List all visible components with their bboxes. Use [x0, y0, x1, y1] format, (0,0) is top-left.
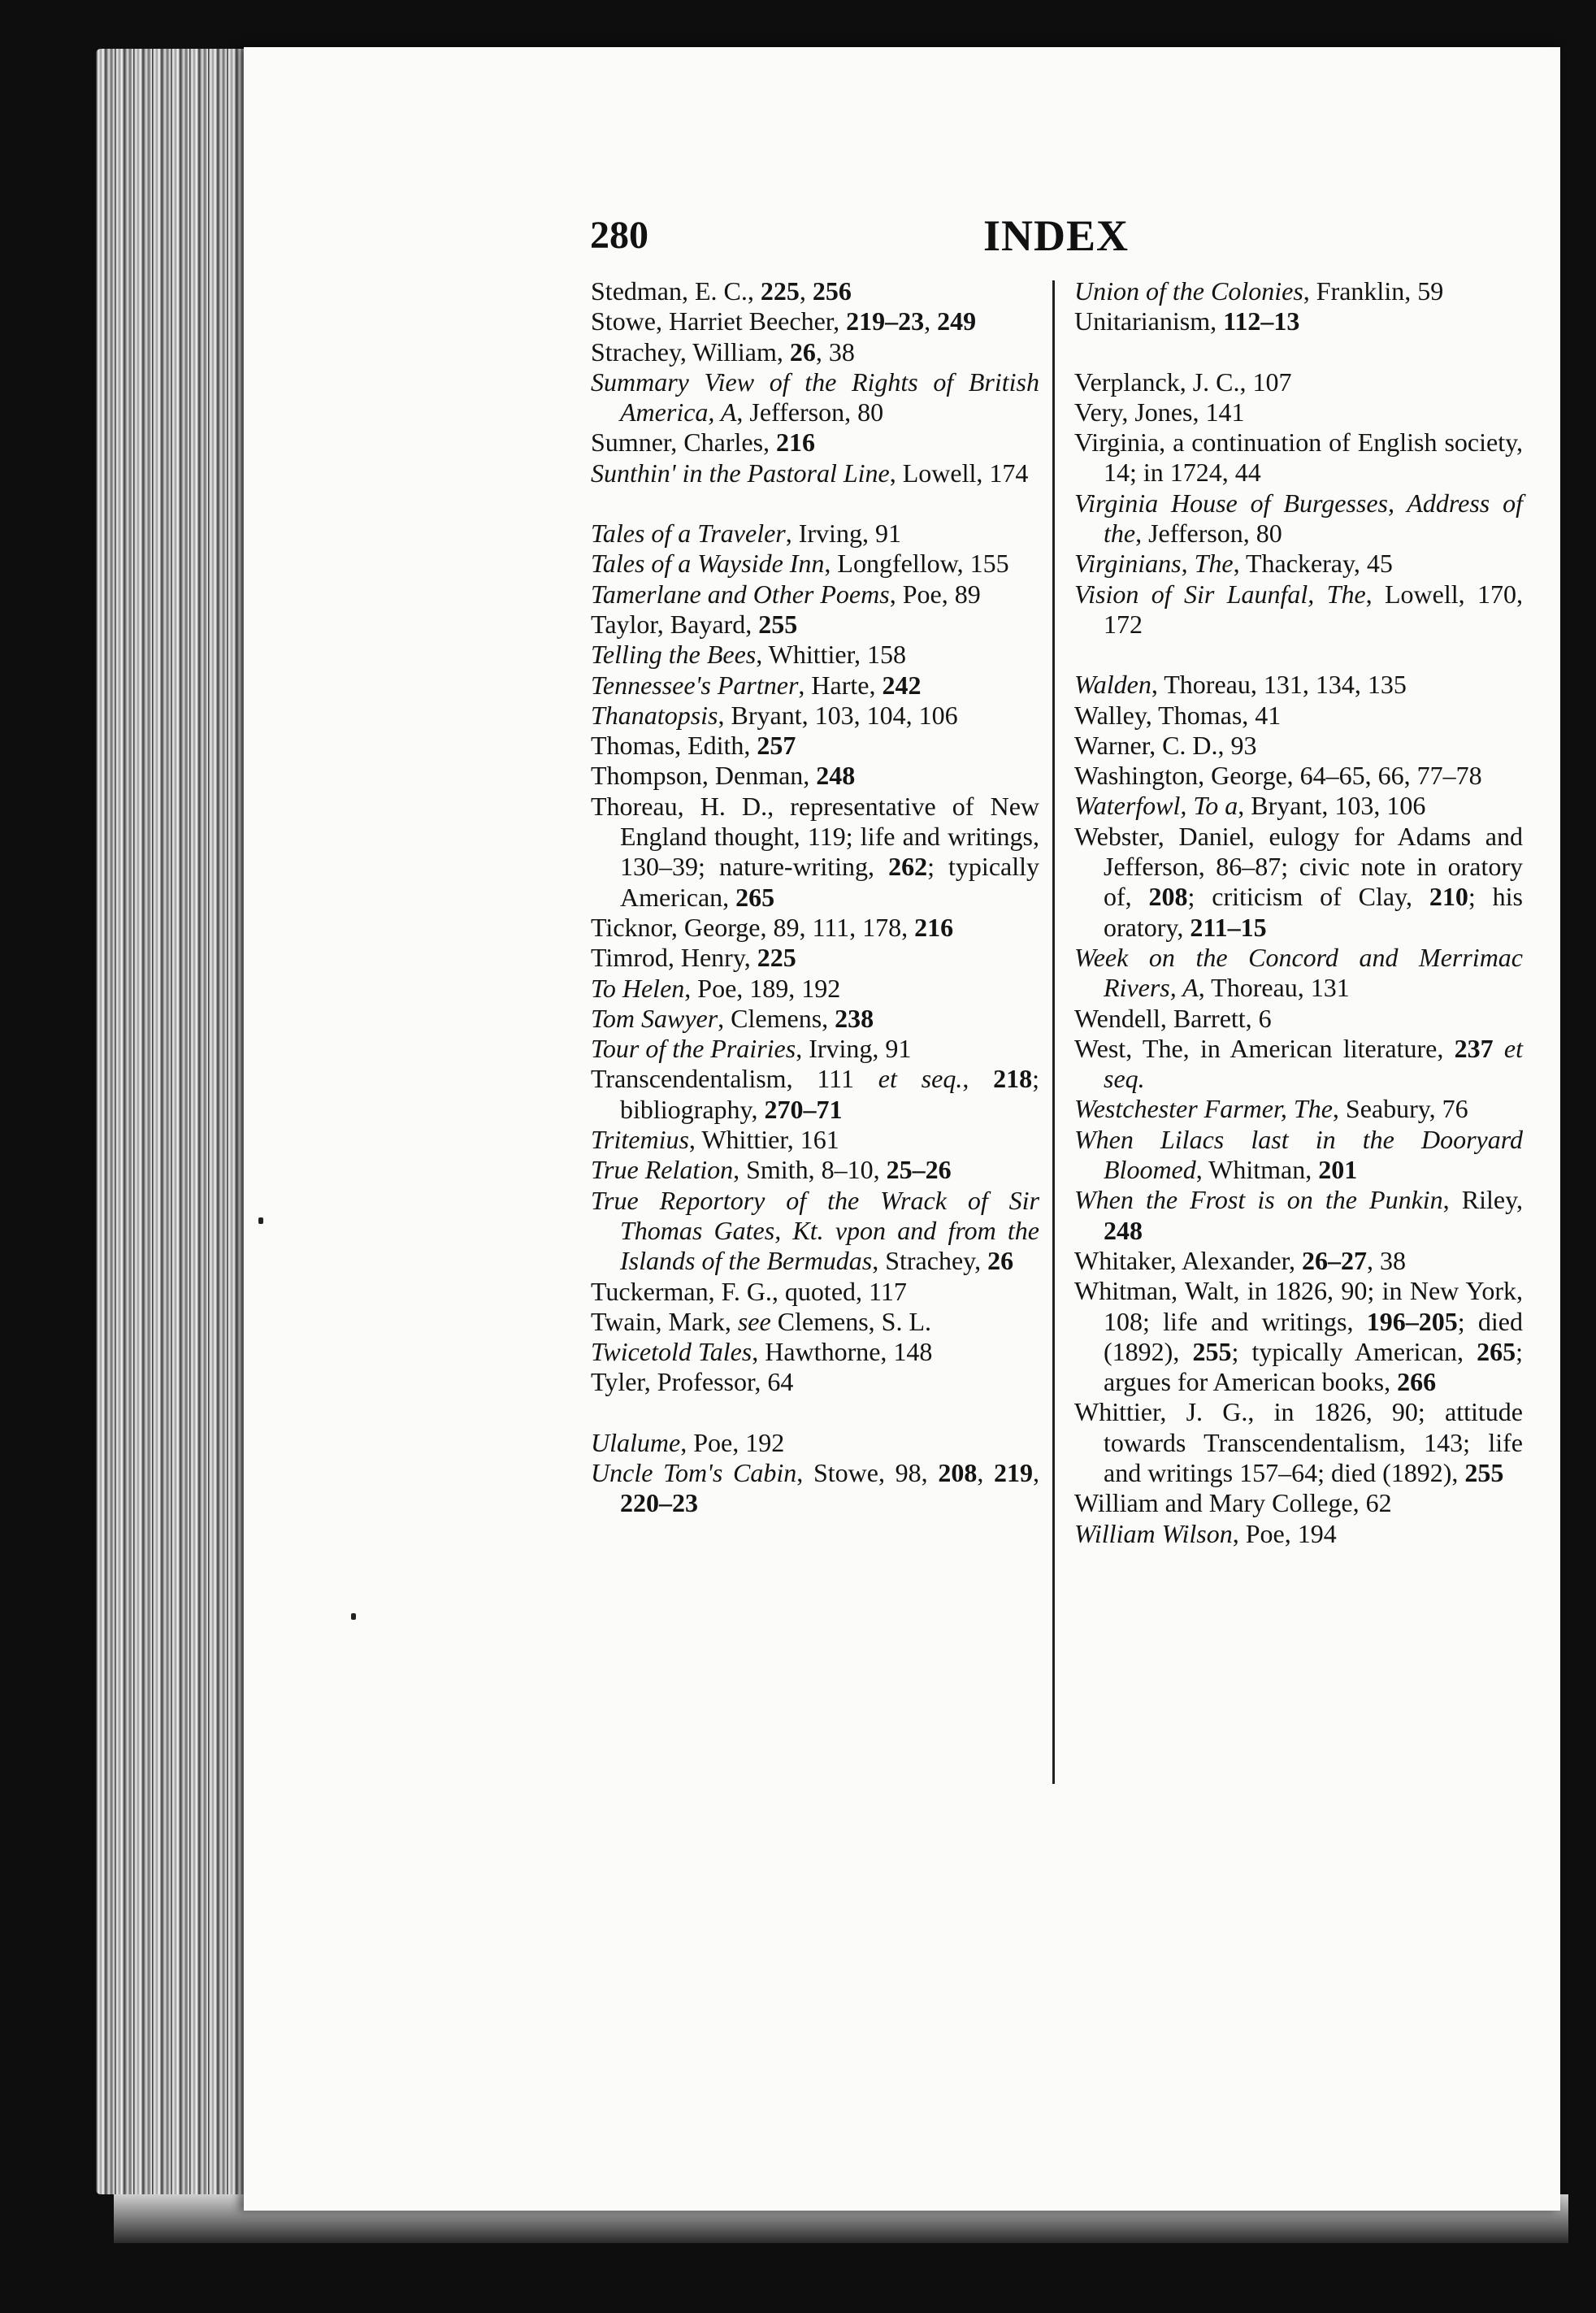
index-entry: Thomas, Edith, 257	[591, 731, 796, 761]
index-entry: Thanatopsis, Bryant, 103, 104, 106	[591, 700, 958, 730]
index-entry: Unitarianism, 112–13	[1074, 306, 1300, 336]
index-entry: Twicetold Tales, Hawthorne, 148	[591, 1337, 933, 1367]
index-entry: Twain, Mark, see Clemens, S. L.	[591, 1306, 932, 1336]
index-entry: Virginia House of Burgesses, Address of the, Jefferson, 80	[1074, 488, 1523, 549]
index-entry: Washington, George, 64–65, 66, 77–78	[1074, 761, 1482, 791]
index-entry: Taylor, Bayard, 255	[591, 609, 798, 639]
index-entry: Westchester Farmer, The, Seabury, 76	[1074, 1094, 1468, 1124]
index-entry: Ulalume, Poe, 192	[591, 1427, 785, 1457]
index-entry: Whittier, J. G., in 1826, 90; attitude towards Transcendentalism, 143; life and writings 157–64; died (1892), 255	[1074, 1397, 1523, 1487]
index-entry: Tyler, Professor, 64	[591, 1367, 794, 1397]
index-entry: True Reportory of the Wrack of Sir Thomas Gates, Kt. vpon and from the Islands of the Bermudas, Strachey, 26	[591, 1185, 1039, 1276]
index-entry: Week on the Concord and Merrimac Rivers, A, Thoreau, 131	[1074, 942, 1523, 1003]
index-entry: Stowe, Harriet Beecher, 219–23, 249	[591, 306, 977, 336]
index-entry: To Helen, Poe, 189, 192	[591, 973, 841, 1003]
index-entry: West, The, in American literature, 237 et seq.	[1074, 1033, 1523, 1094]
index-entry: Warner, C. D., 93	[1074, 730, 1257, 760]
page-number: 280	[590, 214, 648, 257]
index-entry: Tom Sawyer, Clemens, 238	[591, 1003, 874, 1033]
index-entry: Thompson, Denman, 248	[591, 761, 856, 791]
index-entry: Wendell, Barrett, 6	[1074, 1003, 1272, 1033]
index-entry: Vision of Sir Launfal, The, Lowell, 170, 172	[1074, 579, 1524, 639]
index-entry: Walley, Thomas, 41	[1074, 700, 1282, 730]
scan-speck	[351, 1613, 356, 1620]
scan-speck	[258, 1217, 263, 1224]
index-entry: Strachey, William, 26, 38	[591, 336, 855, 367]
index-entry: True Relation, Smith, 8–10, 25–26	[591, 1155, 952, 1185]
index-entry: Timrod, Henry, 225	[591, 943, 796, 973]
index-entry: Ticknor, George, 89, 111, 178, 216	[591, 912, 954, 942]
index-entry: Walden, Thoreau, 131, 134, 135	[1074, 670, 1407, 700]
index-column-right	[1074, 276, 1523, 1549]
index-entry: Sunthin' in the Pastoral Line, Lowell, 174	[591, 458, 1029, 488]
index-entry: Very, Jones, 141	[1074, 397, 1245, 427]
index-entry: William and Mary College, 62	[1074, 1488, 1392, 1518]
index-entry: Whitaker, Alexander, 26–27, 38	[1074, 1245, 1406, 1275]
index-column-left	[591, 276, 1039, 1519]
index-entry: Tennessee's Partner, Harte, 242	[591, 670, 922, 700]
index-entry: Virginia, a continuation of English society, 14; in 1724, 44	[1074, 427, 1523, 488]
index-entry: Tamerlane and Other Poems, Poe, 89	[591, 579, 981, 609]
index-entry: Tales of a Wayside Inn, Longfellow, 155	[591, 549, 1009, 579]
index-entry: Virginians, The, Thackeray, 45	[1074, 549, 1393, 579]
column-divider	[1052, 280, 1055, 1784]
book-page-edges	[96, 49, 258, 2194]
index-entry: Tritemius, Whittier, 161	[591, 1125, 839, 1155]
index-entry: Tales of a Traveler, Irving, 91	[591, 519, 901, 549]
index-entry: Telling the Bees, Whittier, 158	[591, 640, 906, 670]
index-entry: When the Frost is on the Punkin, Riley, 248	[1074, 1185, 1524, 1245]
index-entry: Whitman, Walt, in 1826, 90; in New York, 108; life and writings, 196–205; died (1892), 255; typically American, 265; argues for American books, 266	[1074, 1276, 1524, 1397]
index-entry: Waterfowl, To a, Bryant, 103, 106	[1074, 791, 1426, 821]
index-entry: Stedman, E. C., 225, 256	[591, 276, 852, 306]
index-entry: Webster, Daniel, eulogy for Adams and Jefferson, 86–87; civic note in oratory of, 208; criticism of Clay, 210; his oratory, 211–15	[1074, 821, 1524, 942]
index-entry: Uncle Tom's Cabin, Stowe, 98, 208, 219, 220–23	[591, 1457, 1040, 1518]
running-head: INDEX	[983, 211, 1130, 260]
index-entry: William Wilson, Poe, 194	[1074, 1518, 1337, 1548]
index-entry: Tour of the Prairies, Irving, 91	[591, 1034, 912, 1064]
index-entry: Summary View of the Rights of British America, A, Jefferson, 80	[591, 367, 1039, 427]
index-entry: Thoreau, H. D., representative of New England thought, 119; life and writings, 130–39; nature-writing, 262; typically American, 265	[591, 791, 1040, 912]
index-entry: Verplanck, J. C., 107	[1074, 367, 1292, 397]
index-entry: Union of the Colonies, Franklin, 59	[1074, 276, 1444, 306]
index-entry: Transcendentalism, 111 et seq., 218; bibliography, 270–71	[591, 1064, 1040, 1124]
index-entry: Tuckerman, F. G., quoted, 117	[591, 1276, 907, 1306]
index-entry: When Lilacs last in the Dooryard Bloomed, Whitman, 201	[1074, 1124, 1523, 1185]
index-entry: Sumner, Charles, 216	[591, 427, 816, 458]
